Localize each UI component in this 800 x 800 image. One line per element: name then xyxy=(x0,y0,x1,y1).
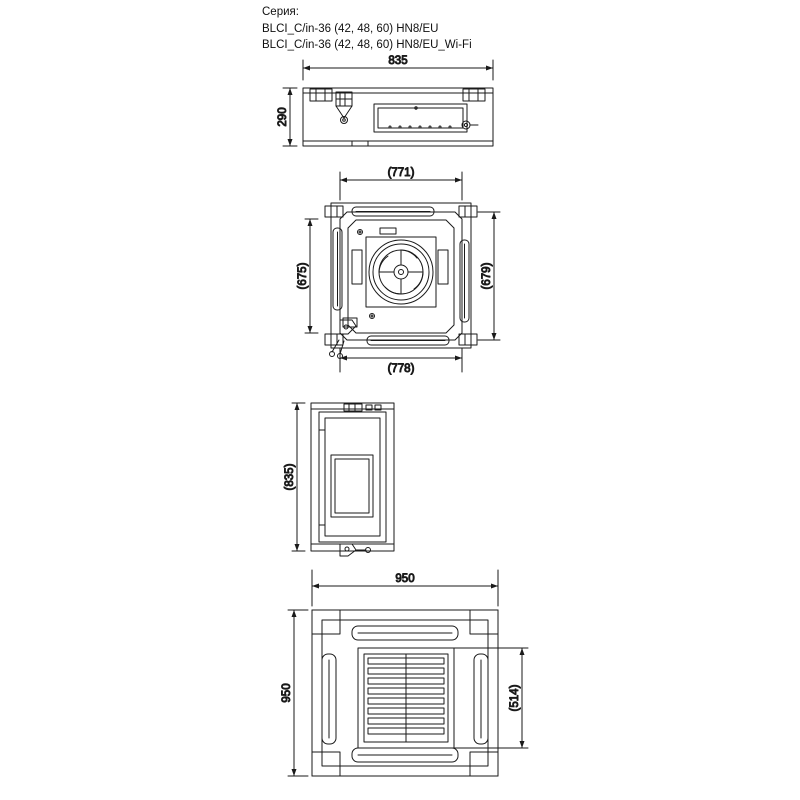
dim-label-778: (778) xyxy=(387,363,415,375)
view-side xyxy=(311,403,394,556)
dim-label-835-side: (835) xyxy=(284,463,296,491)
dim-label-290: 290 xyxy=(277,107,289,127)
view-panel xyxy=(312,610,498,776)
dim-label-771: (771) xyxy=(387,167,415,179)
view-plan xyxy=(325,203,477,359)
series-label: Серия: xyxy=(262,6,299,18)
model-line-1: BLCI_C/in-36 (42, 48, 60) HN8/EU xyxy=(262,23,439,35)
model-line-2: BLCI_C/in-36 (42, 48, 60) HN8/EU_Wi-Fi xyxy=(262,39,472,51)
dim-label-950-h: 950 xyxy=(395,573,415,585)
dim-label-950-v: 950 xyxy=(281,683,293,703)
dim-label-514: (514) xyxy=(509,684,521,712)
dim-label-675: (675) xyxy=(297,262,309,290)
view-top xyxy=(303,88,493,146)
dim-label-679: (679) xyxy=(481,262,493,290)
dim-label-835: 835 xyxy=(388,55,408,67)
